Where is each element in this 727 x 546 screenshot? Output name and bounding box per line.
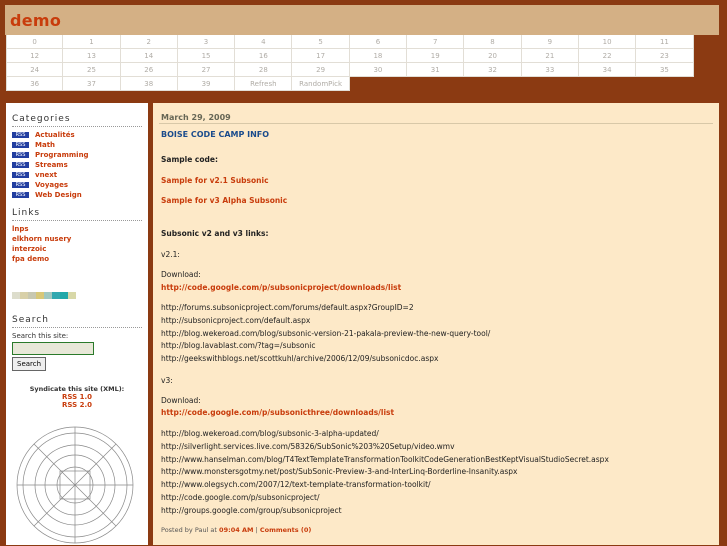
site-header xyxy=(5,5,719,35)
nav-cell[interactable]: 20 xyxy=(464,49,521,63)
sample-code-label: Sample code: xyxy=(161,155,218,164)
rss-badge-icon[interactable]: RSS xyxy=(12,182,29,188)
category-item[interactable] xyxy=(12,190,148,200)
color-swatch[interactable] xyxy=(20,292,28,299)
category-label[interactable]: Web Design xyxy=(35,191,82,199)
color-swatch[interactable] xyxy=(36,292,44,299)
decorative-circle-emblem-icon xyxy=(10,421,140,546)
nav-cell[interactable]: 29 xyxy=(292,63,349,77)
nav-cell[interactable]: 2 xyxy=(121,35,178,49)
links-heading: Links xyxy=(12,208,142,221)
rss-badge-icon[interactable]: RSS xyxy=(12,152,29,158)
nav-cell[interactable]: 7 xyxy=(407,35,464,49)
search-heading: Search xyxy=(12,315,142,328)
category-label[interactable]: Programming xyxy=(35,151,89,159)
nav-cell[interactable]: Refresh xyxy=(235,77,292,91)
color-swatch[interactable] xyxy=(52,292,60,299)
nav-cell[interactable]: 16 xyxy=(235,49,292,63)
post-link[interactable]: http://forums.subsonicproject.com/forums/default.aspx?GroupID=2 xyxy=(161,303,414,312)
category-item[interactable] xyxy=(12,150,148,160)
v21-download-link[interactable]: http://code.google.com/p/subsonicproject/downloads/list xyxy=(161,283,402,292)
category-label[interactable]: Math xyxy=(35,141,56,149)
nav-cell[interactable]: 3 xyxy=(178,35,235,49)
post-link[interactable]: http://blog.lavablast.com/?tag=/subsonic xyxy=(161,341,316,351)
category-item[interactable] xyxy=(12,140,148,150)
nav-row xyxy=(6,35,706,49)
search-input[interactable] xyxy=(12,342,94,355)
nav-cell[interactable]: RandomPick xyxy=(292,77,349,91)
nav-cell[interactable]: 12 xyxy=(6,49,63,63)
v3-download-label: Download: xyxy=(161,396,201,405)
sample-v21-link[interactable]: Sample for v2.1 Subsonic xyxy=(161,176,269,185)
sidebar-link[interactable]: fpa demo xyxy=(12,255,50,263)
rss2-link[interactable]: RSS 2.0 xyxy=(62,401,92,409)
nav-cell[interactable]: 13 xyxy=(63,49,120,63)
nav-cell[interactable]: 21 xyxy=(522,49,579,63)
nav-cell[interactable]: 19 xyxy=(407,49,464,63)
v3-label: v3: xyxy=(161,376,173,385)
footer-comments-link[interactable]: Comments (0) xyxy=(259,526,312,534)
footer-separator: | xyxy=(255,526,258,534)
sidebar-link[interactable]: interzoic xyxy=(12,245,47,253)
color-swatches xyxy=(12,292,148,299)
nav-cell[interactable]: 23 xyxy=(636,49,693,63)
v21-label: v2.1: xyxy=(161,250,180,259)
color-swatch[interactable] xyxy=(12,292,20,299)
post-link[interactable]: http://blog.wekeroad.com/blog/subsonic-version-21-pakala-preview-the-new-query-tool/ xyxy=(161,328,491,338)
color-swatch[interactable] xyxy=(60,292,68,299)
sidebar-link[interactable]: elkhorn nusery xyxy=(12,235,72,243)
main-content xyxy=(153,103,719,545)
nav-cell[interactable]: 22 xyxy=(579,49,636,63)
category-list xyxy=(6,130,148,200)
sidebar-link[interactable]: lnps xyxy=(12,225,29,233)
nav-cell[interactable]: 9 xyxy=(522,35,579,49)
nav-cell[interactable]: 35 xyxy=(636,63,693,77)
v21-download-label: Download: xyxy=(161,270,201,279)
nav-cell[interactable]: 25 xyxy=(63,63,120,77)
nav-cell[interactable]: 38 xyxy=(121,77,178,91)
nav-cell[interactable]: 10 xyxy=(579,35,636,49)
color-swatch[interactable] xyxy=(44,292,52,299)
nav-cell[interactable]: 1 xyxy=(63,35,120,49)
post-link[interactable]: http://www.monstersgotmy.net/post/SubSonic-Preview-3-and-InterLinq-Borderline-Insanity.aspx xyxy=(161,467,518,477)
nav-cell[interactable]: 37 xyxy=(63,77,120,91)
nav-row xyxy=(6,63,706,77)
post-link[interactable]: http://subsonicproject.com/default.aspx xyxy=(161,315,311,325)
post-link[interactable]: http://geekswithblogs.net/scottkuhl/archive/2006/12/09/subsonicdoc.aspx xyxy=(161,354,439,364)
nav-cell[interactable]: 4 xyxy=(235,35,292,49)
nav-row xyxy=(6,77,706,91)
rss1-link[interactable]: RSS 1.0 xyxy=(62,393,92,401)
nav-cell[interactable]: 8 xyxy=(464,35,521,49)
category-label[interactable]: Voyages xyxy=(35,181,69,189)
rss-badge-icon[interactable]: RSS xyxy=(12,132,29,138)
sample-v3-link[interactable]: Sample for v3 Alpha Subsonic xyxy=(161,196,288,205)
post-footer xyxy=(161,526,311,534)
post-link[interactable]: http://www.olegsych.com/2007/12/text-template-transformation-toolkit/ xyxy=(161,480,431,490)
post-link[interactable]: http://silverlight.services.live.com/58326/SubSonic%203%20Setup/video.wmv xyxy=(161,441,455,451)
footer-time-link[interactable]: 09:04 AM xyxy=(219,526,254,534)
nav-cell[interactable]: 27 xyxy=(178,63,235,77)
nav-cell[interactable]: 17 xyxy=(292,49,349,63)
rss-badge-icon[interactable]: RSS xyxy=(12,172,29,178)
category-item[interactable] xyxy=(12,160,148,170)
category-item[interactable] xyxy=(12,130,148,140)
post-date: March 29, 2009 xyxy=(161,113,231,122)
nav-cell[interactable]: 0 xyxy=(6,35,63,49)
post-link[interactable]: http://blog.wekeroad.com/blog/subsonic-3-alpha-updated/ xyxy=(161,429,379,438)
nav-row xyxy=(6,49,706,63)
nav-cell[interactable]: 33 xyxy=(522,63,579,77)
post-link[interactable]: http://groups.google.com/group/subsonicproject xyxy=(161,505,342,515)
syndicate-label: Syndicate this site (XML): xyxy=(29,385,125,393)
sidebar xyxy=(6,103,148,545)
color-swatch[interactable] xyxy=(68,292,76,299)
category-item[interactable] xyxy=(12,180,148,190)
nav-cell[interactable]: 18 xyxy=(350,49,407,63)
date-divider xyxy=(159,123,713,124)
nav-cell[interactable]: 5 xyxy=(292,35,349,49)
site-title[interactable]: demo xyxy=(10,11,62,30)
nav-cell[interactable]: 31 xyxy=(407,63,464,77)
category-label[interactable]: Actualités xyxy=(35,131,75,139)
nav-cell[interactable]: 14 xyxy=(121,49,178,63)
nav-cell[interactable]: 39 xyxy=(178,77,235,91)
links-list xyxy=(6,224,148,264)
category-item[interactable] xyxy=(12,170,148,180)
nav-cell[interactable]: 32 xyxy=(464,63,521,77)
nav-cell[interactable]: 36 xyxy=(6,77,63,91)
rss-badge-icon[interactable]: RSS xyxy=(12,162,29,168)
post-link[interactable]: http://www.hanselman.com/blog/T4TextTemplateTransformationToolkitCodeGenerationBestKeptVisualStudioSecret.aspx xyxy=(161,454,609,464)
nav-cell[interactable]: 15 xyxy=(178,49,235,63)
nav-cell[interactable]: 24 xyxy=(6,63,63,77)
search-button[interactable]: Search xyxy=(12,357,46,371)
color-swatch[interactable] xyxy=(28,292,36,299)
nav-cell[interactable]: 11 xyxy=(636,35,693,49)
nav-cell[interactable]: 30 xyxy=(350,63,407,77)
links-heading: Subsonic v2 and v3 links: xyxy=(161,229,269,238)
nav-cell[interactable]: 34 xyxy=(579,63,636,77)
post-title[interactable]: BOISE CODE CAMP INFO xyxy=(161,130,270,139)
rss-badge-icon[interactable]: RSS xyxy=(12,142,29,148)
number-nav-grid xyxy=(6,35,706,91)
category-label[interactable]: Streams xyxy=(35,161,68,169)
categories-heading: Categories xyxy=(12,114,142,127)
v3-download-link[interactable]: http://code.google.com/p/subsonicthree/downloads/list xyxy=(161,408,395,417)
nav-cell[interactable]: 6 xyxy=(350,35,407,49)
post-link[interactable]: http://code.google.com/p/subsonicproject/ xyxy=(161,493,320,502)
nav-cell[interactable]: 28 xyxy=(235,63,292,77)
footer-author: Posted by Paul at xyxy=(161,526,217,534)
nav-cell[interactable]: 26 xyxy=(121,63,178,77)
category-label[interactable]: vnext xyxy=(35,171,58,179)
search-label: Search this site: xyxy=(12,332,69,340)
rss-badge-icon[interactable]: RSS xyxy=(12,192,29,198)
